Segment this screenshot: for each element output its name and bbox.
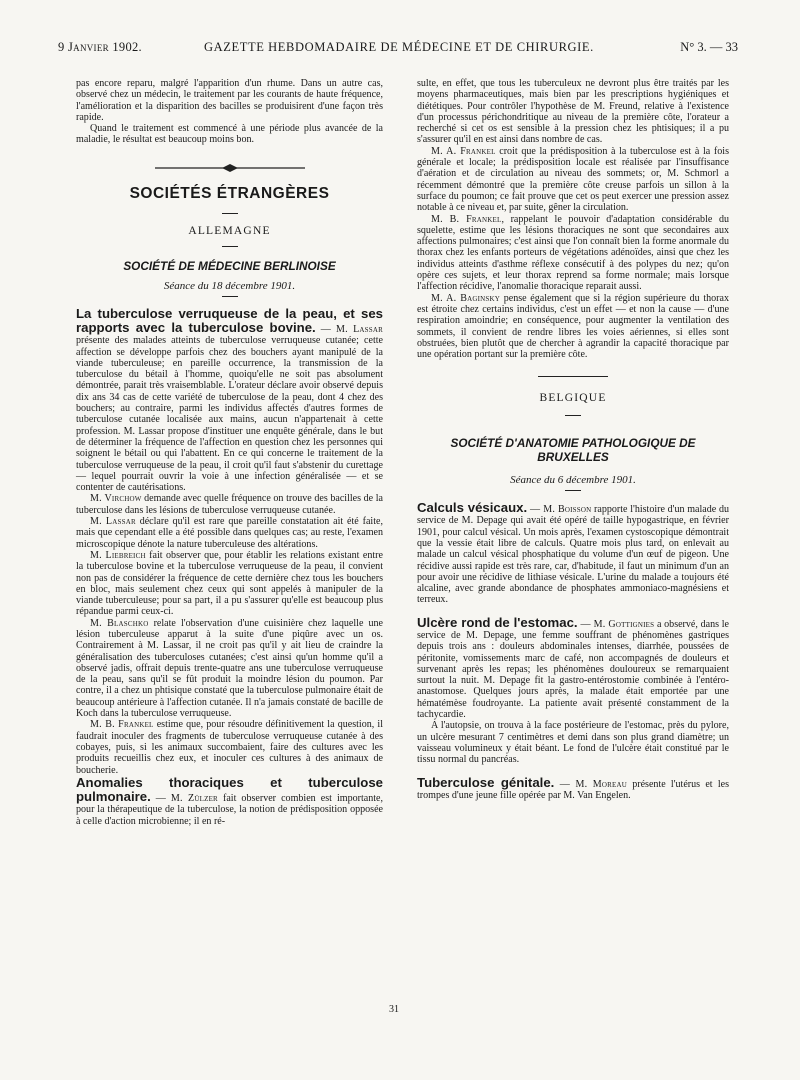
paragraph: M. Lassar déclare qu'il est rare que pareille constatation ait été faite, mais que cependant elle a été possible dans quelques cas; au reste, l'examen microscopique dénote la nature tuberculeuse des altérations. <box>76 516 383 550</box>
speaker-name: M. A. Frankel <box>431 145 496 157</box>
society-heading: SOCIÉTÉ D'ANATOMIE PATHOLOGIQUE DE BRUXELLES <box>450 435 696 464</box>
article-4: Ulcère rond de l'estomac. — M. Gottignies a observé, dans le service de M. Depage, une femme souffrant de phénomènes gastriques depuis trois ans : douleurs abdominales intenses, diarrhée, poussées de péritonite, vomissements marc de café, non accompagnés de douleurs et survenant après les repas; les phénomènes douloureux se remarquaient surtout la nuit. M. Depage fit la gastro-entérostomie combinée à l'entéro-anastomose. Quelques jours après, la malade était emportée par une hématémèse foudroyante. La patiente avait présenté constamment de la tachycardie. <box>417 614 729 721</box>
header-journal-title: GAZETTE HEBDOMADAIRE DE MÉDECINE ET DE CHIRURGIE. <box>204 40 594 54</box>
article-5: Tuberculose génitale. — M. Moreau présente l'utérus et les trompes d'une jeune fille opérée par M. Van Engelen. <box>417 774 729 801</box>
speaker-name: M. Liebreich <box>90 549 146 561</box>
article-5-title: Tuberculose génitale. <box>417 774 555 790</box>
right-column <box>417 78 729 801</box>
left-column <box>76 78 383 827</box>
paragraph: M. B. Frankel, rappelant le pouvoir d'adaptation considérable du squelette, estime que les lésions thoraciques ne sont que secondaires aux affections pulmonaires; c'est ainsi que l'on connaît bien la forme anormale du thorax chez les enfants porteurs de végétations adénoïdes, ainsi que chez les individus atteints d'asthme réflexe consécutif à des polypes du nez; qu'on opère ces sujets, et leur thorax reprend sa forme normale; mais lorsque l'affection récidive, l'anomalie thoracique reparait aussi. <box>417 213 729 293</box>
article-2-title: Anomalies thoraciques et tuberculose pulmonaire. <box>76 774 383 805</box>
speaker-name: — M. Boisson <box>527 504 592 516</box>
article-1: La tuberculose verruqueuse de la peau, et ses rapports avec la tuberculose bovine. — M. Lassar présente des malades atteints de tuberculose verruqueuse cutanée; cette affection se développe parfois chez des bouchers ayant manipulé de la viande tuberculeuse; en pareille occurrence, la transmission de la tuberculose du bétail à l'homme, quoiqu'elle ne soit pas absolument démontrée, parait très vraisemblable. L'orateur déclare avoir observé depuis dix ans 34 cas de cette variété de tuberculose de la peau, dont 4 chez des bouchers; au contraire, parmi les individus affectés d'autres formes de tuberculose cutanée localisée aux mains, aucun n'appartenait à cette profession. M. Lassar propose d'instituer une enquête générale, dans le but de déterminer la fréquence de l'affection en question chez les personnes qui soignent le bétail ou qui l'abattent. En ce qui concerne le traitement de la tuberculose verruqueuse de la peau, il croit qu'il faut s'abstenir du curettage — lequel pourrait ouvrir la voie à une infection généralisée — et se contenter de cautérisations. <box>76 305 383 494</box>
paragraph: M. Blaschko relate l'observation d'une cuisinière chez laquelle une lésion tuberculeuse apparut à la suite d'une piqûre avec un os. Contrairement à M. Lassar, il ne croit pas qu'il y ait lieu de craindre la généralisation des tuberculoses cutanées; c'est ainsi qu'un homme qu'il a observé jadis, offrait depuis trente-quatre ans une tuberculose verruqueuse de la peau, sans qu'il se fût produit la moindre lésion du poumon. Par contre, il a chez un phtisique constaté que la tuberculose pulmonaire était de beaucoup antérieure à l'affection cutanée. Il n'a jamais constaté de bacille de Koch dans la tuberculose verruqueuse. <box>76 617 383 720</box>
speaker-name: M. A. Baginsky <box>431 292 501 304</box>
speaker-name: — M. Moreau <box>554 778 627 790</box>
speaker-name: — M. Gottignies <box>577 618 655 630</box>
header-issue-number: N° 3. — 33 <box>680 40 738 54</box>
paragraph: A l'autopsie, on trouva à la face postérieure de l'estomac, près du pylore, un ulcère mesurant 7 centimètres et demi dans son plus grand diamètre; un vaisseau volumineux y était béant. Le fond de l'ulcère était constitué par le tissu normal du pancréas. <box>417 720 729 766</box>
society-heading: SOCIÉTÉ DE MÉDECINE BERLINOISE <box>123 259 336 274</box>
ornament-divider <box>155 164 305 172</box>
speaker-name: M. B. Frankel <box>431 213 502 225</box>
section-title: SOCIÉTÉS ÉTRANGÈRES <box>129 184 330 202</box>
intro-paragraph-2: Quand le traitement est commencé à une période plus avancée de la maladie, le résultat est beaucoup moins bon. <box>76 123 383 146</box>
speaker-name: M. Lassar <box>90 516 136 528</box>
speaker-name: M. B. Frankel <box>90 719 154 731</box>
page-number: 31 <box>389 1004 399 1015</box>
session-date: Séance du 18 décembre 1901. <box>163 280 296 293</box>
intro-paragraph: pas encore reparu, malgré l'apparition d'un rhume. Dans un autre cas, observé chez un médecin, le traitement par les courants de haute fréquence, l'amélioration et la disparition des bacilles se produisirent d'une façon très rapide. <box>76 78 383 123</box>
paragraph: M. Virchow demande avec quelle fréquence on trouve des bacilles de la tuberculose dans les lésions de tuberculose verruqueuse cutanée. <box>76 493 383 516</box>
header-date: 9 Janvier 1902. <box>58 40 142 54</box>
speaker-name: M. Zülzer <box>170 793 218 805</box>
speaker-name: M. Virchow <box>90 493 142 505</box>
paragraph: M. A. Baginsky pense également que si la région supérieure du thorax est étroite chez certains individus, c'est un effet — et non la cause — d'une respiration amoindrie; en conséquence, pour augmenter la ventilation des sommets, il convient de rendre libres les voies aériennes, si elles sont obstruées, bien plutôt que de chercher à agrandir la capacité thoracique par une opération portant sur la première côte. <box>417 292 729 361</box>
article-3: Calculs vésicaux. — M. Boisson rapporte l'histoire d'un malade du service de M. Depage qui avait été opéré de taille hypogastrique, en février 1901, pour calcul vésical. Un mois après, l'examen cystoscopique démontrait que la vessie était libre de calculs. Quatre mois plus tard, on enlevait au malade un calcul vésical phosphatique du volume d'un œuf de pigeon. Une récidive aussi rapide est très rare, car, d'habitude, il faut un minimum d'un an pour avoir une récidive de lithiase vésicale. L'urine du malade a toujours été alcaline, avec grande abondance de phosphates ammoniaco-magnésiens et terreux. <box>417 500 729 606</box>
paragraph: M. A. Frankel croit que la prédisposition à la tuberculose est à la fois générale et locale; la prédisposition locale est réalisée par l'insuffisance d'aération et de circulation au niveau des sommets; or, M. Schmorl a récemment démontré que la première côte creuse parfois un sillon à la surface du poumon; ce fait prouve que cet os peut exercer une pression assez notable à ce niveau et, par suite, gêner la circulation. <box>417 145 729 214</box>
paragraph: M. B. Frankel estime que, pour résoudre définitivement la question, il faudrait inoculer des fragments de tuberculose verruqueuse cutanée à des cobayes, puis, si les animaux succombaient, faire des cultures avec les produits recueillis chez eux, et inoculer ces cultures à des animaux de boucherie. <box>76 719 383 776</box>
paragraph: M. Liebreich fait observer que, pour établir les relations existant entre la tuberculose bovine et la tuberculose verruqueuse de la peau, il convient non pas de considérer la fréquence de cette dernière chez tous les bouchers en bloc, mais seulement chez ceux qui sont appelés à manipuler de la viande tuberculeuse; pour sa part, il a pu s'assurer qu'elle est beaucoup plus répandue parmi ceux-ci. <box>76 549 383 618</box>
article-1-title: La tuberculose verruqueuse de la peau, et ses rapports avec la tuberculose bovine. <box>76 305 383 335</box>
article-2: Anomalies thoraciques et tuberculose pulmonaire. — M. Zülzer fait observer combien est importante, pour la thérapeutique de la tuberculose, la notion de prédisposition opposée à celle d'action microbienne; il en ré- <box>76 774 383 827</box>
country-heading: BELGIQUE <box>539 392 607 405</box>
country-heading: ALLEMAGNE <box>188 225 271 238</box>
speaker-name: M. Lassar <box>335 323 383 335</box>
running-header <box>58 40 738 58</box>
speaker-name: M. Blaschko <box>90 617 149 629</box>
session-date: Séance du 6 décembre 1901. <box>510 473 636 486</box>
article-4-title: Ulcère rond de l'estomac. <box>417 614 578 630</box>
article-3-title: Calculs vésicaux. <box>417 500 528 516</box>
paragraph: sulte, en effet, que tous les tuberculeux ne devront plus être traités par les moyens pharmaceutiques, mais bien par les prescriptions hygiéniques et diététiques. Pour contrôler l'hypothèse de M. Freund, relative à l'existence d'un processus périchondritique au niveau de la première côte, l'orateur a recherché si cet os est sensible à la pression chez les phtisiques; il a pu s'assurer qu'il en est ainsi dans nombre de cas. <box>417 78 729 146</box>
